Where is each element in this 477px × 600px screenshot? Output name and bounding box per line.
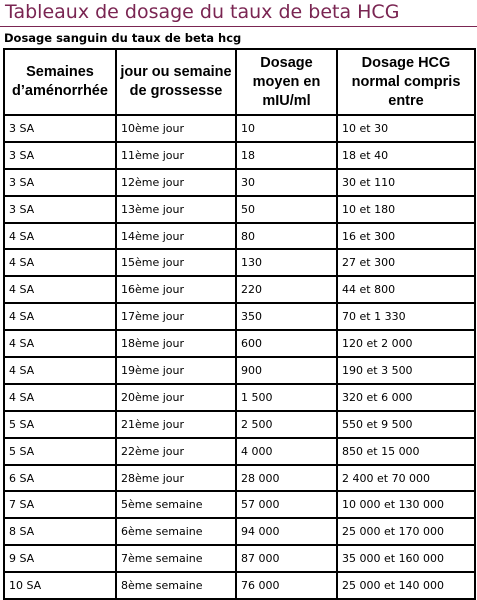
cell-weeks: 10 SA [4,572,116,599]
cell-pregnancy-day: 21ème jour [116,411,236,438]
cell-average-dosage: 30 [236,169,337,196]
cell-average-dosage: 1 500 [236,384,337,411]
table-row [4,411,475,438]
cell-weeks: 8 SA [4,518,116,545]
cell-normal-range: 27 et 300 [337,249,475,276]
cell-normal-range: 25 000 et 170 000 [337,518,475,545]
cell-weeks: 3 SA [4,169,116,196]
table-row [4,169,475,196]
cell-normal-range: 25 000 et 140 000 [337,572,475,599]
cell-pregnancy-day: 14ème jour [116,223,236,250]
cell-average-dosage: 220 [236,276,337,303]
cell-weeks: 4 SA [4,223,116,250]
cell-average-dosage: 50 [236,196,337,223]
cell-normal-range: 320 et 6 000 [337,384,475,411]
table-row [4,545,475,572]
cell-pregnancy-day: 15ème jour [116,249,236,276]
cell-average-dosage: 4 000 [236,438,337,465]
cell-weeks: 4 SA [4,330,116,357]
table-row [4,330,475,357]
cell-normal-range: 44 et 800 [337,276,475,303]
cell-pregnancy-day: 8ème semaine [116,572,236,599]
cell-weeks: 4 SA [4,357,116,384]
page-title: Tableaux de dosage du taux de beta HCG [5,1,400,23]
cell-pregnancy-day: 20ème jour [116,384,236,411]
cell-weeks: 5 SA [4,438,116,465]
header-pregnancy-day: jour ou semaine de grossesse [116,49,236,115]
header-normal-range: Dosage HCG normal compris entre [337,49,475,115]
table-row [4,196,475,223]
cell-average-dosage: 57 000 [236,491,337,518]
cell-normal-range: 35 000 et 160 000 [337,545,475,572]
header-average-dosage: Dosage moyen en mIU/ml [236,49,337,115]
cell-average-dosage: 76 000 [236,572,337,599]
cell-weeks: 4 SA [4,276,116,303]
cell-normal-range: 2 400 et 70 000 [337,465,475,492]
table-row [4,465,475,492]
cell-normal-range: 190 et 3 500 [337,357,475,384]
cell-pregnancy-day: 28ème jour [116,465,236,492]
cell-average-dosage: 130 [236,249,337,276]
header-weeks-amenorrhea: Semaines d’aménorrhée [4,49,116,115]
cell-average-dosage: 18 [236,142,337,169]
table-row [4,438,475,465]
cell-average-dosage: 94 000 [236,518,337,545]
cell-pregnancy-day: 11ème jour [116,142,236,169]
table-row [4,142,475,169]
cell-average-dosage: 2 500 [236,411,337,438]
cell-normal-range: 850 et 15 000 [337,438,475,465]
cell-normal-range: 16 et 300 [337,223,475,250]
cell-normal-range: 10 et 30 [337,115,475,142]
table-row [4,572,475,599]
cell-pregnancy-day: 6ème semaine [116,518,236,545]
cell-normal-range: 10 et 180 [337,196,475,223]
cell-weeks: 9 SA [4,545,116,572]
table-row [4,115,475,142]
cell-weeks: 4 SA [4,249,116,276]
cell-normal-range: 18 et 40 [337,142,475,169]
cell-pregnancy-day: 10ème jour [116,115,236,142]
cell-weeks: 7 SA [4,491,116,518]
header-row [4,49,475,115]
cell-pregnancy-day: 7ème semaine [116,545,236,572]
table-row [4,357,475,384]
cell-pregnancy-day: 12ème jour [116,169,236,196]
cell-average-dosage: 87 000 [236,545,337,572]
hcg-dosage-table [3,48,476,600]
cell-normal-range: 10 000 et 130 000 [337,491,475,518]
cell-weeks: 4 SA [4,384,116,411]
cell-weeks: 6 SA [4,465,116,492]
table-subtitle: Dosage sanguin du taux de beta hcg [4,31,242,45]
cell-normal-range: 70 et 1 330 [337,303,475,330]
table-row [4,276,475,303]
cell-average-dosage: 28 000 [236,465,337,492]
cell-weeks: 3 SA [4,196,116,223]
table-row [4,491,475,518]
cell-average-dosage: 80 [236,223,337,250]
cell-pregnancy-day: 17ème jour [116,303,236,330]
table-row [4,518,475,545]
cell-weeks: 5 SA [4,411,116,438]
cell-normal-range: 30 et 110 [337,169,475,196]
cell-pregnancy-day: 18ème jour [116,330,236,357]
table-row [4,384,475,411]
table-row [4,303,475,330]
table-header [4,49,475,115]
cell-average-dosage: 900 [236,357,337,384]
title-divider [0,26,477,27]
table-body [4,115,475,599]
table-row [4,249,475,276]
cell-pregnancy-day: 13ème jour [116,196,236,223]
cell-normal-range: 120 et 2 000 [337,330,475,357]
table-row [4,223,475,250]
cell-pregnancy-day: 16ème jour [116,276,236,303]
cell-pregnancy-day: 22ème jour [116,438,236,465]
cell-normal-range: 550 et 9 500 [337,411,475,438]
cell-weeks: 3 SA [4,142,116,169]
cell-pregnancy-day: 19ème jour [116,357,236,384]
cell-average-dosage: 350 [236,303,337,330]
cell-weeks: 4 SA [4,303,116,330]
cell-average-dosage: 10 [236,115,337,142]
cell-weeks: 3 SA [4,115,116,142]
cell-pregnancy-day: 5ème semaine [116,491,236,518]
cell-average-dosage: 600 [236,330,337,357]
